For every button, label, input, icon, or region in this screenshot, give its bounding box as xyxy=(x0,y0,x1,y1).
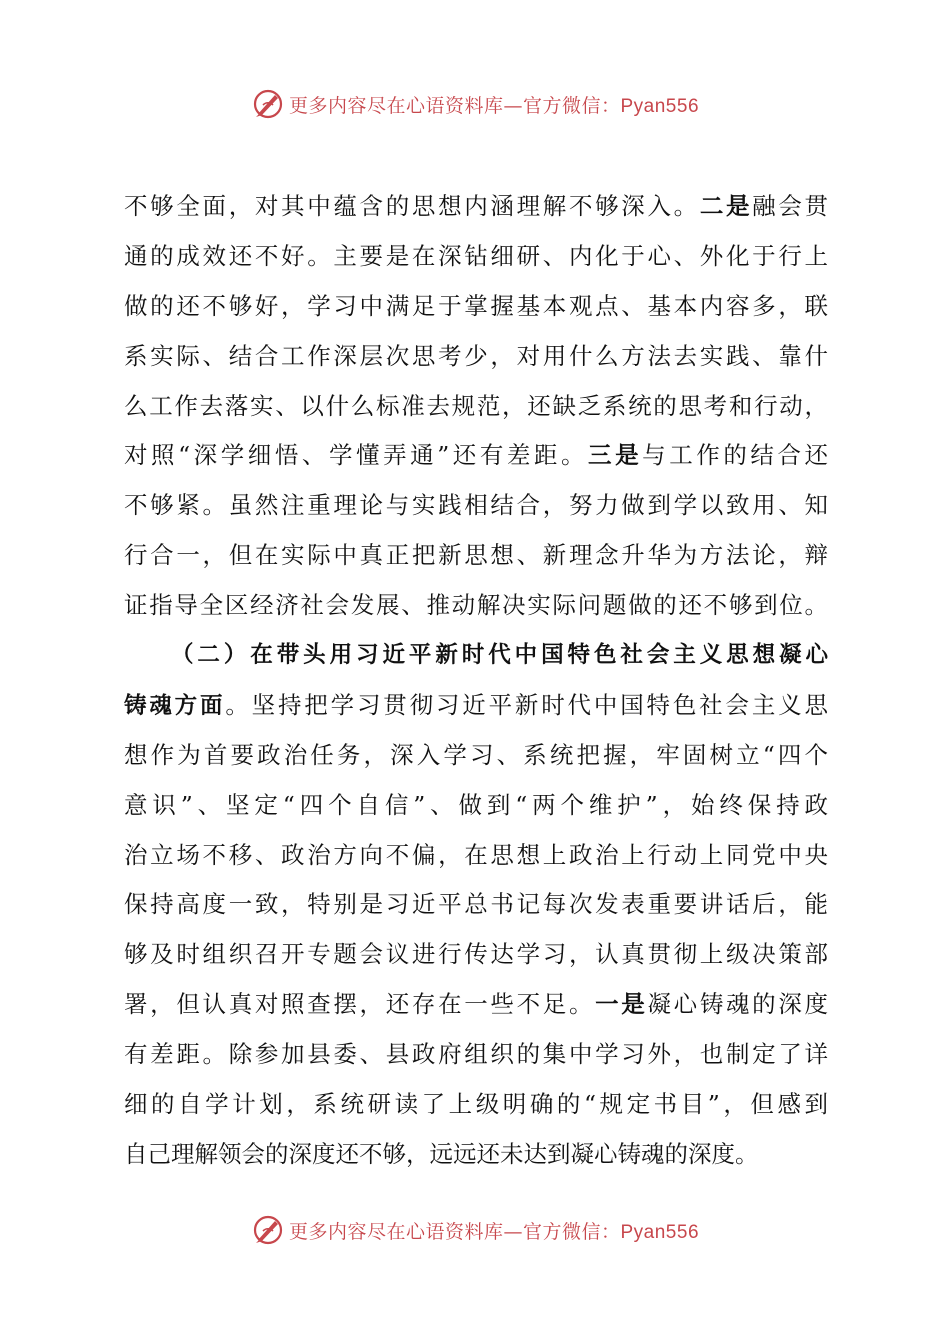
section-heading-end: 铸魂方面 xyxy=(124,692,226,719)
section-heading: （二）在带头用习近平新时代中国特色社会主义思想凝心 xyxy=(171,642,828,669)
watermark-text: 更多内容尽在心语资料库—官方微信：Pyan556 xyxy=(288,1220,700,1243)
text-line: 自己理解领会的深度还不够，远远还未达到凝心铸魂的深度。 xyxy=(124,1139,759,1168)
text-line: 证指导全区经济社会发展、推动解决实际问题做的还不够到位。 xyxy=(124,591,828,620)
bold-marker: 二是 xyxy=(699,192,753,220)
pen-circle-logo-icon xyxy=(251,87,285,121)
text-line: 细的自学计划，系统研读了上级明确的“规定书目”，但感到 xyxy=(124,1090,828,1119)
text-line: 系实际、结合工作深层次思考少，对用什么方法去实践、靠什 xyxy=(124,341,828,370)
bold-marker: 一是 xyxy=(595,990,648,1019)
pen-circle-logo-icon xyxy=(251,1213,285,1247)
watermark-header xyxy=(0,84,950,124)
text-line: 意识”、坚定“四个自信”、做到“两个维护”，始终保持政 xyxy=(124,790,828,819)
text-line: 有差距。除参加县委、县政府组织的集中学习外，也制定了详 xyxy=(124,1040,828,1069)
text-line: 铸魂方面。坚持把学习贯彻习近平新时代中国特色社会主义思 xyxy=(124,690,828,719)
text-line: 治立场不移、政治方向不偏，在思想上政治上行动上同党中央 xyxy=(124,840,828,869)
text-line: 不够紧。虽然注重理论与实践相结合，努力做到学以致用、知 xyxy=(124,491,828,520)
text-line: 做的还不够好，学习中满足于掌握基本观点、基本内容多，联 xyxy=(124,291,828,320)
wechat-id: Pyan556 xyxy=(620,95,700,117)
text-line: 不够全面，对其中蕴含的思想内涵理解不够深入。二是融会贯 xyxy=(124,192,829,220)
text-line: 够及时组织召开专题会议进行传达学习，认真贯彻上级决策部 xyxy=(124,940,828,969)
watermark-footer xyxy=(0,1210,950,1250)
watermark-text: 更多内容尽在心语资料库—官方微信：Pyan556 xyxy=(288,94,700,117)
text-line: 行合一，但在实际中真正把新思想、新理念升华为方法论，辩 xyxy=(124,541,828,570)
document-body xyxy=(124,182,828,1180)
bold-marker: 三是 xyxy=(588,441,643,470)
text-line: 保持高度一致，特别是习近平总书记每次发表重要讲话后，能 xyxy=(124,890,828,919)
text-line: 通的成效还不好。主要是在深钻细研、内化于心、外化于行上 xyxy=(124,241,828,270)
wechat-id: Pyan556 xyxy=(620,1221,700,1243)
text-line: 对照“深学细悟、学懂弄通”还有差距。三是与工作的结合还 xyxy=(124,441,829,470)
text-line: 署，但认真对照查摆，还存在一些不足。一是凝心铸魂的深度 xyxy=(124,990,829,1019)
text-line: 么工作去落实、以什么标准去规范，还缺乏系统的思考和行动， xyxy=(124,391,828,420)
text-line: 想作为首要政治任务，深入学习、系统把握，牢固树立“四个 xyxy=(124,740,828,769)
